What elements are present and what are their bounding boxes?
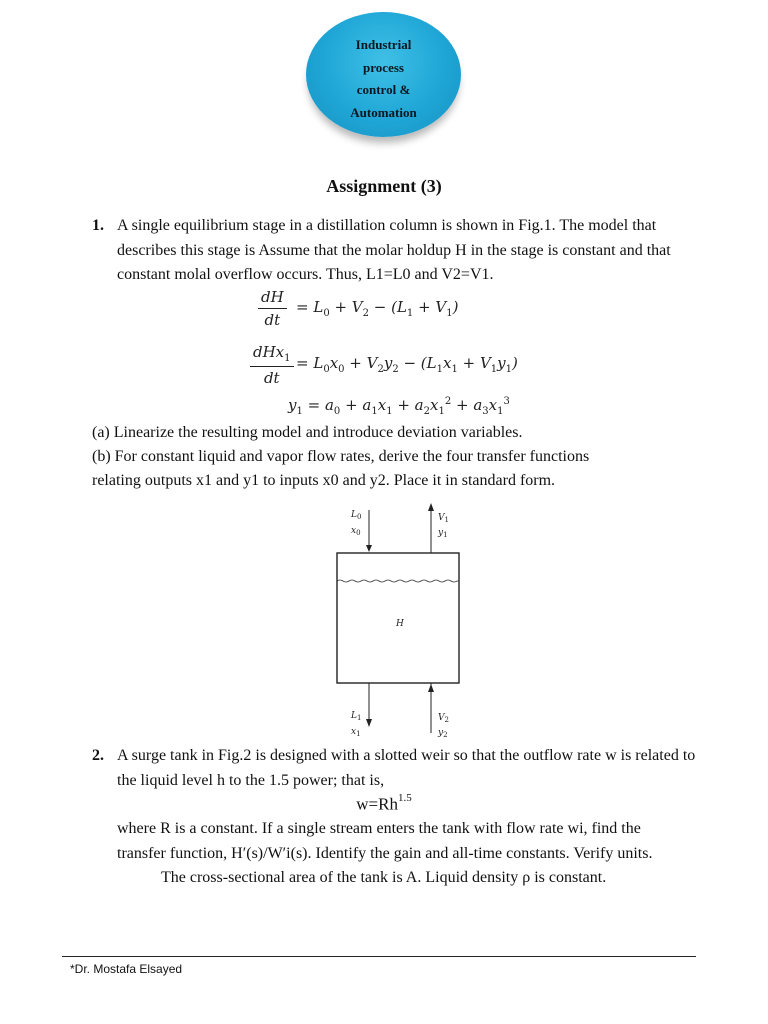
- problem-2-line-2: transfer function, H′(s)/W′i(s). Identify the gain and all-time constants. Verify units.: [117, 845, 653, 862]
- problem-number: 2.: [92, 747, 104, 764]
- footer-author: *Dr. Mostafa Elsayed: [70, 962, 183, 976]
- tank-holdup-label: H: [396, 619, 404, 629]
- weir-equation: [0, 794, 768, 815]
- arrow-down-icon: [366, 719, 372, 727]
- part-b-line-2: relating outputs x1 and y1 to inputs x0 and y2. Place it in standard form.: [92, 472, 556, 489]
- problem-1: [92, 214, 698, 288]
- badge-line: Industrial: [355, 37, 412, 52]
- badge-line: process: [363, 59, 404, 75]
- problem-text: A surge tank in Fig.2 is designed with a slotted weir so that the outflow rate w is related to the liquid level h to the 1.5 power; that is,: [117, 747, 696, 789]
- page-title: Assignment (3): [326, 176, 442, 196]
- label-y1: $y_1$: [438, 528, 448, 539]
- figure-1-tank-diagram: [320, 500, 480, 745]
- label-y2: $y_2$: [438, 728, 448, 739]
- footer-divider: [62, 956, 696, 957]
- badge-line: Automation: [350, 104, 417, 120]
- weir-equation-base: w=Rh: [356, 794, 398, 814]
- label-l1: $L_1$: [351, 711, 362, 722]
- badge-line: control &: [356, 82, 411, 97]
- course-badge: [306, 12, 461, 137]
- problem-number: 1.: [92, 217, 104, 234]
- part-a: (a) Linearize the resulting model and introduce deviation variables.: [92, 424, 523, 441]
- label-x0: $x_0$: [351, 526, 361, 537]
- weir-equation-exponent: 1.5: [397, 792, 412, 804]
- label-x1: $x_1$: [351, 727, 361, 738]
- part-b-line-1: (b) For constant liquid and vapor flow rates, derive the four transfer functions: [92, 448, 590, 465]
- label-v1: $V_1$: [438, 513, 449, 524]
- problem-2-line-1: where R is a constant. If a single stream enters the tank with flow rate wi, find the: [117, 820, 641, 837]
- label-v2: $V_2$: [438, 713, 449, 724]
- arrow-up-icon: [428, 684, 434, 692]
- problem-text: A single equilibrium stage in a distillation column is shown in Fig.1. The model that describes this stage is Assume that the molar holdup H in the stage is constant and that constant molal overflow occurs. Thus, L1=L0 and V2=V1.: [117, 217, 671, 283]
- tank-outline: [337, 553, 459, 683]
- arrow-down-icon: [366, 545, 372, 552]
- label-l0: $L_0$: [351, 510, 362, 521]
- arrow-up-icon: [428, 503, 434, 511]
- problem-2-line-3: The cross-sectional area of the tank is A. Liquid density ρ is constant.: [161, 869, 607, 886]
- liquid-level: [337, 580, 459, 582]
- problem-2: [92, 744, 698, 793]
